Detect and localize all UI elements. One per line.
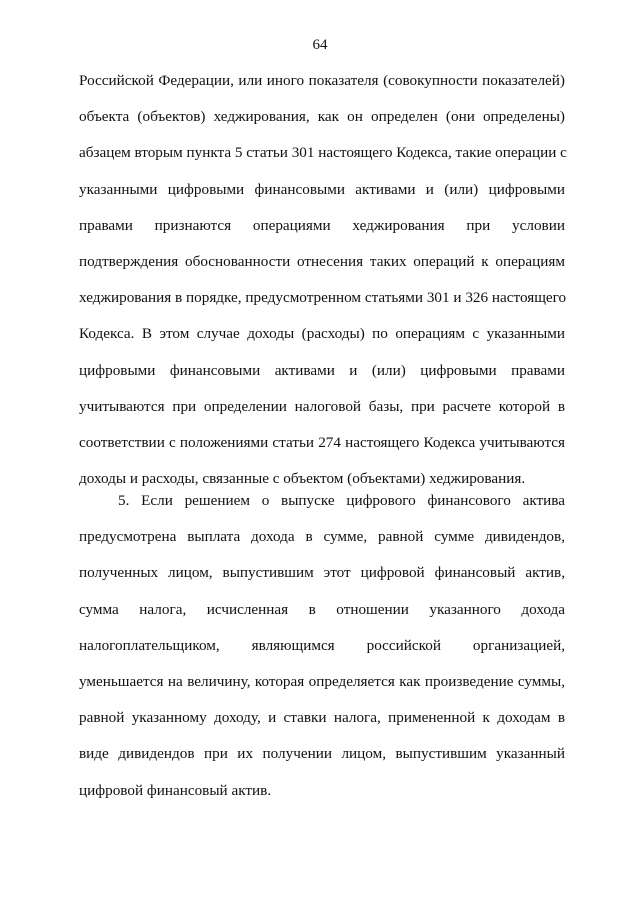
text-line: правами признаются операциями хеджирования при условии xyxy=(79,216,565,234)
text-line: хеджирования в порядке, предусмотренном статьями 301 и 326 настоящего xyxy=(79,289,567,307)
text-line: доходы и расходы, связанные с объектом (объектами) хеджирования. xyxy=(79,470,526,488)
text-line: подтверждения обоснованности отнесения таких операций к операциям xyxy=(79,252,565,270)
text-line: 5. Если решением о выпуске цифрового финансового актива xyxy=(118,492,565,509)
text-line: уменьшается на величину, которая определяется как произведение суммы, xyxy=(79,672,565,690)
text-line: абзацем вторым пункта 5 статьи 301 настоящего Кодекса, такие операции с xyxy=(79,144,567,162)
text-line: равной указанному доходу, и ставки налога, примененной к доходам в xyxy=(79,709,565,727)
text-line: цифровой финансовый актив. xyxy=(79,781,272,799)
text-line: Кодекса. В этом случае доходы (расходы) по операциям с указанными xyxy=(79,325,565,343)
text-line: налогоплательщиком, являющимся российской организацией, xyxy=(79,636,565,654)
text-line: сумма налога, исчисленная в отношении указанного дохода xyxy=(79,600,565,618)
paragraph-item-5 xyxy=(79,492,565,818)
text-line: цифровыми финансовыми активами и (или) цифровыми правами xyxy=(79,361,565,379)
page-number: 64 xyxy=(312,37,328,53)
text-line: указанными цифровыми финансовыми активами и (или) цифровыми xyxy=(79,180,565,198)
text-line: объекта (объектов) хеджирования, как он определен (они определены) xyxy=(79,108,565,126)
text-line: виде дивидендов при их получении лицом, выпустившим указанный xyxy=(79,745,565,763)
text-line: учитываются при определении налоговой базы, при расчете которой в xyxy=(79,397,565,415)
text-line: полученных лицом, выпустившим этот цифровой финансовый актив, xyxy=(79,564,565,582)
text-line: предусмотрена выплата дохода в сумме, равной сумме дивидендов, xyxy=(79,528,565,546)
paragraph-continuation xyxy=(79,72,565,506)
text-line: Российской Федерации, или иного показателя (совокупности показателей) xyxy=(79,72,565,89)
text-line: соответствии с положениями статьи 274 настоящего Кодекса учитываются xyxy=(79,433,565,451)
